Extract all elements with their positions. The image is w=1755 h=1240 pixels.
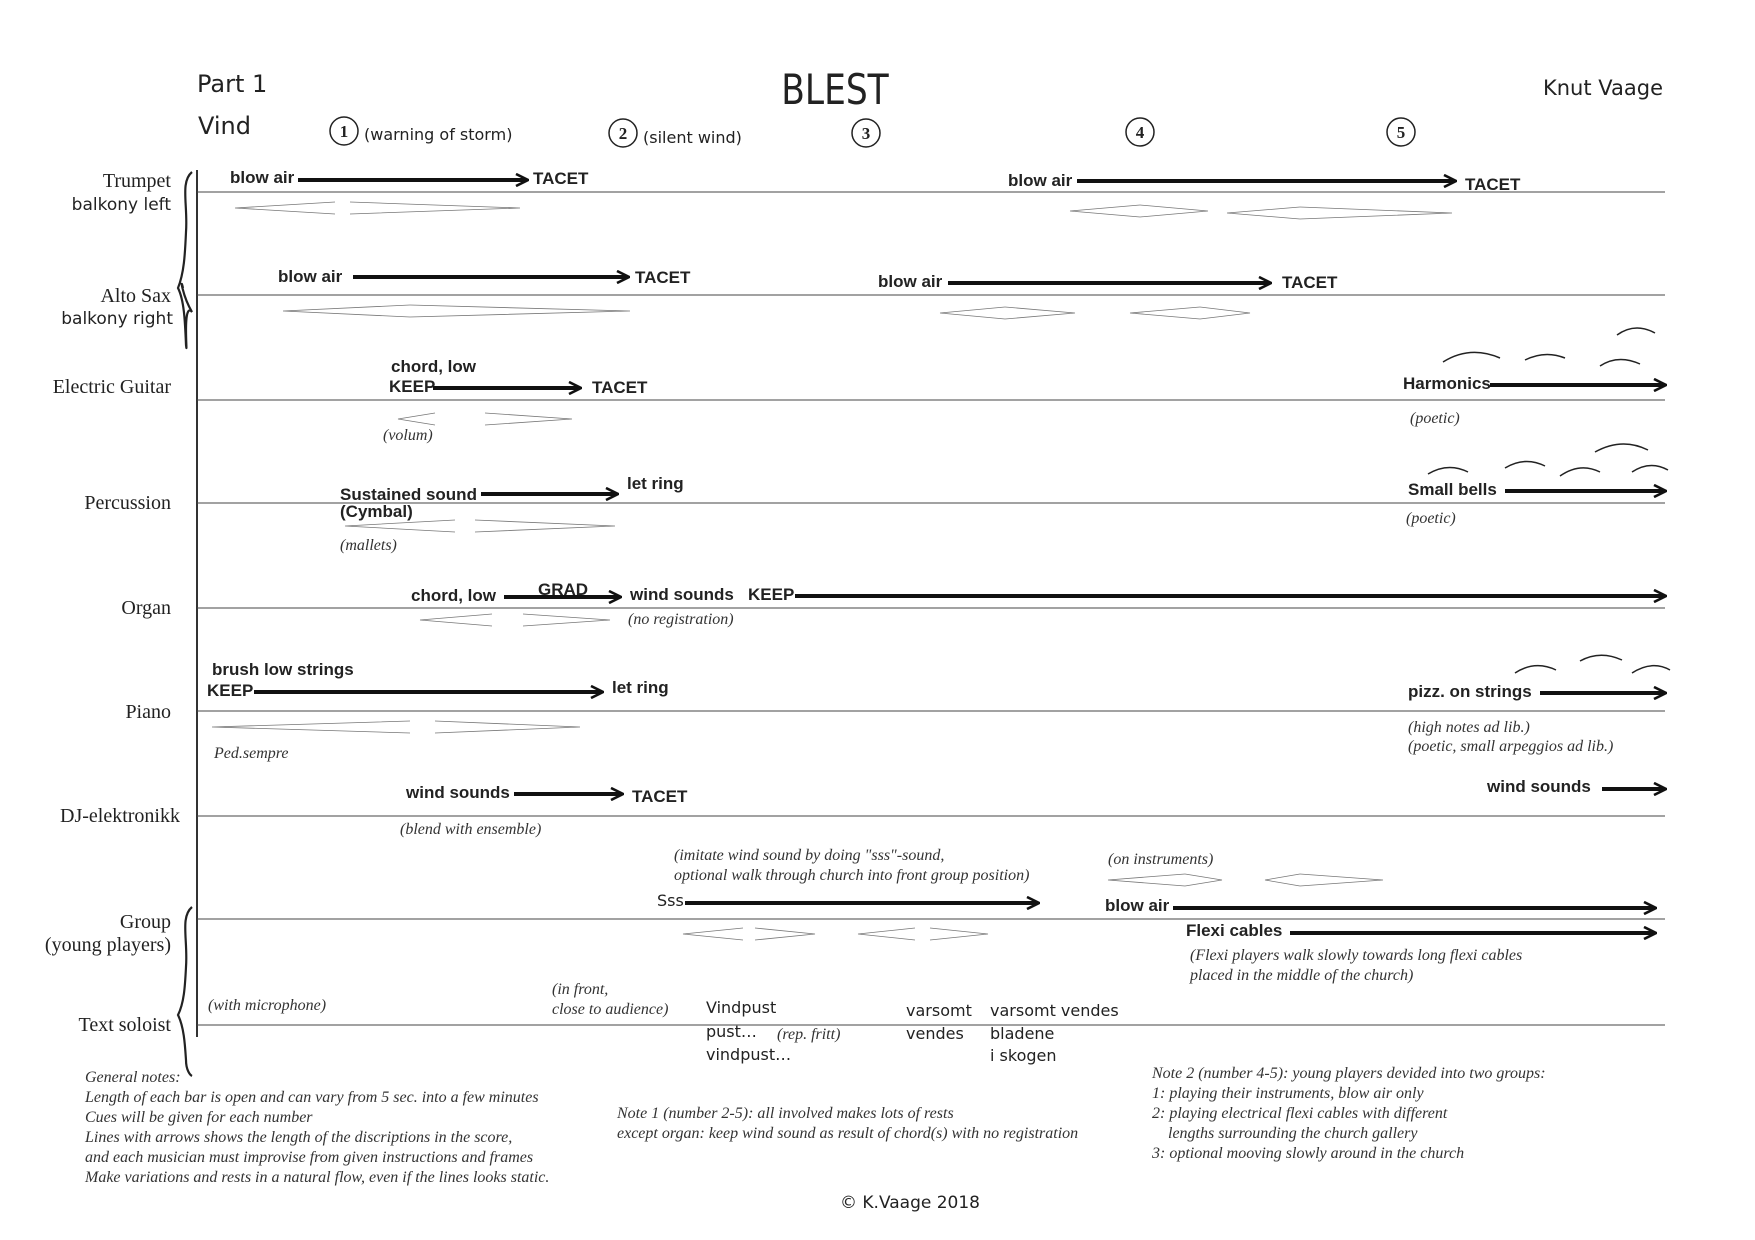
hairpins-perc [345, 520, 615, 532]
dir-trumpet-tacet-2: TACET [1465, 175, 1521, 194]
cue-number: 5 [1396, 123, 1406, 142]
dir-organ-wind-sounds: wind sounds [630, 585, 734, 604]
note-2 [1151, 1065, 1546, 1162]
cue-label: (warning of storm) [364, 125, 513, 144]
dir-guitar-poetic: (poetic) [1410, 410, 1460, 427]
dir-sax-tacet-2: TACET [1282, 273, 1338, 292]
note-2-line: 3: optional mooving slowly around in the church [1152, 1145, 1465, 1162]
section-label: Vind [198, 112, 252, 140]
general-notes [84, 1069, 549, 1186]
general-notes-line: Length of each bar is open and can vary from 5 sec. into a few minutes [85, 1089, 539, 1106]
note-2-line: 1: playing their instruments, blow air only [1152, 1085, 1424, 1102]
cue-3 [852, 119, 880, 147]
dir-text-rep: (rep. fritt) [777, 1026, 841, 1043]
hairpins-guitar [398, 413, 572, 425]
dir-group-flexi-cables: Flexi cables [1186, 921, 1283, 940]
general-notes-line: Lines with arrows shows the length of the discriptions in the score, [85, 1129, 513, 1146]
dir-dj-tacet: TACET [632, 787, 688, 806]
cue-number: 3 [861, 124, 871, 143]
dir-dj-wind-sounds: wind sounds [406, 783, 510, 802]
instrument-group-sub: (young players) [44, 934, 171, 956]
dir-guitar-volum: (volum) [383, 427, 433, 444]
page-title: BLEST [781, 65, 889, 115]
note-2-line: Note 2 (number 4-5): young players devided into two groups: [1152, 1065, 1546, 1082]
instrument-trumpet-sub: balkony left [71, 195, 171, 215]
dir-piano-poetic: (poetic, small arpeggios ad lib.) [1408, 738, 1614, 755]
dir-group-flexi-note-1: (Flexi players walk slowly towards long flexi cables [1190, 947, 1523, 964]
dir-sax-blow-air: blow air [278, 267, 343, 286]
instrument-alto-sax-sub: balkony right [61, 309, 173, 329]
copyright: © K.Vaage 2018 [839, 1193, 981, 1213]
hairpins-sax [283, 305, 1250, 319]
dir-group-imitate-2: optional walk through church into front group position) [674, 867, 1030, 884]
instrument-organ: Organ [121, 597, 171, 619]
dir-organ-keep: KEEP [748, 585, 795, 604]
text-pust: pust… [706, 1022, 757, 1041]
instrument-guitar: Electric Guitar [52, 376, 171, 398]
dir-guitar-harmonics: Harmonics [1403, 374, 1491, 393]
hairpins-piano [212, 721, 580, 733]
dir-guitar-keep: KEEP [389, 377, 436, 396]
dir-group-on-instruments: (on instruments) [1108, 851, 1214, 868]
hairpins-trumpet [235, 202, 1452, 219]
dir-piano-brush: brush low strings [212, 660, 354, 679]
instrument-piano: Piano [125, 701, 171, 723]
note-2-line: 2: playing electrical flexi cables with different [1152, 1105, 1448, 1122]
text-varsomt-vendes: varsomt vendes [990, 1001, 1119, 1020]
dir-piano-high-notes: (high notes ad lib.) [1408, 719, 1530, 736]
general-notes-line: General notes: [85, 1069, 181, 1086]
text-varsomt: varsomt [906, 1001, 972, 1020]
instrument-dj: DJ-elektronikk [60, 805, 180, 827]
cue-5 [1387, 118, 1415, 146]
slurs-guitar [1443, 328, 1655, 366]
note-2-line: lengths surrounding the church gallery [1152, 1125, 1418, 1142]
instrument-alto-sax: Alto Sax [100, 285, 171, 307]
instrument-text-soloist: Text soloist [78, 1014, 171, 1036]
general-notes-line: and each musician must improvise from given instructions and frames [85, 1149, 534, 1166]
dir-perc-mallets: (mallets) [340, 537, 397, 554]
cue-number: 4 [1135, 123, 1145, 142]
brace-group-text [178, 907, 192, 1076]
instrument-trumpet: Trumpet [102, 170, 171, 192]
dir-group-sss: Sss [657, 891, 684, 910]
instrument-group: Group [119, 911, 171, 933]
dir-trumpet-tacet: TACET [533, 169, 589, 188]
cue-number: 1 [339, 122, 349, 141]
dir-trumpet-blow-air: blow air [230, 168, 295, 187]
dir-piano-keep: KEEP [207, 681, 254, 700]
dir-group-imitate-1: (imitate wind sound by doing "sss"-sound, [674, 847, 945, 864]
cue-number: 2 [618, 124, 628, 143]
composer-name: Knut Vaage [1542, 76, 1663, 100]
dir-group-flexi-note-2: placed in the middle of the church) [1190, 967, 1414, 984]
general-notes-line: Cues will be given for each number [85, 1109, 313, 1126]
dir-piano-ped: Ped.sempre [214, 745, 289, 762]
hairpins-organ [420, 614, 610, 626]
dir-perc-poetic: (poetic) [1406, 510, 1456, 527]
dir-perc-let-ring: let ring [627, 474, 684, 493]
dir-guitar-chord-low: chord, low [391, 357, 476, 376]
dir-organ-grad: GRAD [538, 580, 589, 599]
text-vendes: vendes [906, 1024, 964, 1043]
dir-group-blow-air: blow air [1105, 896, 1170, 915]
slurs-piano [1515, 655, 1670, 673]
text-i-skogen: i skogen [990, 1046, 1057, 1065]
cue-1 [330, 117, 512, 145]
text-vindpust-2: vindpust… [706, 1045, 792, 1064]
dir-dj-wind-sounds-end: wind sounds [1487, 777, 1591, 796]
dir-sax-blow-air-2: blow air [878, 272, 943, 291]
note-1-line: Note 1 (number 2-5): all involved makes lots of rests [617, 1105, 954, 1122]
dir-perc-cymbal: (Cymbal) [340, 502, 413, 521]
dir-dj-blend: (blend with ensemble) [400, 821, 542, 838]
dir-trumpet-blow-air-2: blow air [1008, 171, 1073, 190]
note-1 [616, 1105, 1078, 1142]
instrument-percussion: Percussion [84, 492, 171, 514]
dir-text-microphone: (with microphone) [208, 997, 327, 1014]
slurs-perc [1428, 444, 1668, 476]
brace-balkony [178, 172, 192, 348]
dir-piano-pizz: pizz. on strings [1408, 682, 1532, 701]
dir-guitar-tacet: TACET [592, 378, 648, 397]
dir-text-close: close to audience) [552, 1001, 669, 1018]
general-notes-line: Make variations and rests in a natural flow, even if the lines looks static. [85, 1169, 550, 1186]
text-bladene: bladene [990, 1024, 1055, 1043]
dir-piano-let-ring: let ring [612, 678, 669, 697]
dir-organ-chord-low: chord, low [411, 586, 496, 605]
cue-2 [609, 119, 742, 147]
cue-4 [1126, 118, 1154, 146]
dir-perc-sustained: Sustained sound [340, 485, 477, 504]
cue-label: (silent wind) [643, 128, 742, 147]
dir-text-in-front: (in front, [552, 981, 609, 998]
dir-sax-tacet: TACET [635, 268, 691, 287]
note-1-line: except organ: keep wind sound as result of chord(s) with no registration [617, 1125, 1079, 1142]
text-vindpust: Vindpust [706, 998, 777, 1017]
part-label: Part 1 [197, 70, 268, 98]
dir-organ-no-registration: (no registration) [628, 611, 734, 628]
dir-perc-small-bells: Small bells [1408, 480, 1497, 499]
